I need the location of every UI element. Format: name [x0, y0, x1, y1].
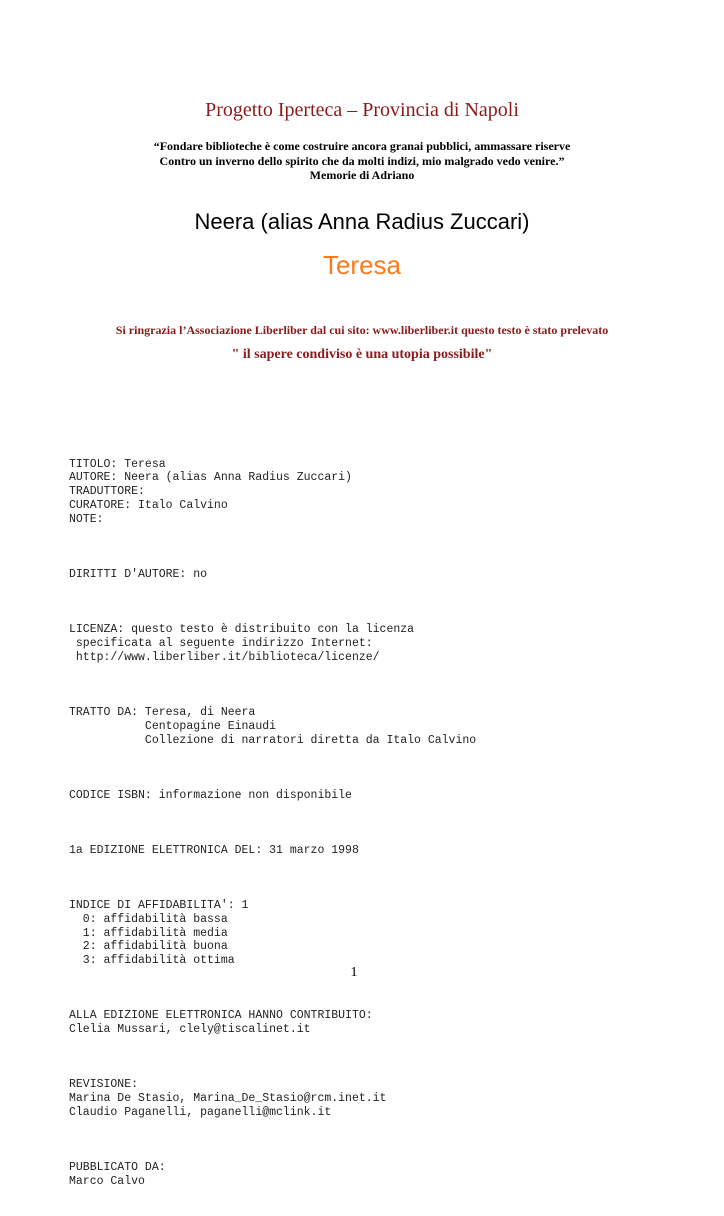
project-title: Progetto Iperteca – Provincia di Napoli: [205, 99, 519, 121]
metadata-block-reliability: INDICE DI AFFIDABILITA': 1 0: affidabilità bassa 1: affidabilità media 2: affidabilità buona 3: affidabilità ottima: [69, 899, 249, 968]
motto: " il sapere condiviso è una utopia possibile": [231, 347, 493, 362]
metadata-block-revision: REVISIONE: Marina De Stasio, Marina_De_Stasio@rcm.inet.it Claudio Paganelli, paganelli@mclink.it: [69, 1078, 387, 1120]
metadata-block-publisher: PUBBLICATO DA: Marco Calvo: [69, 1161, 166, 1189]
metadata-block-rights: DIRITTI D'AUTORE: no: [69, 567, 208, 581]
quote-line: “Fondare biblioteche è come costruire ancora granai pubblici, ammassare riserve: [153, 139, 571, 153]
metadata-section: [69, 430, 476, 1216]
metadata-block-license: LICENZA: questo testo è distribuito con la licenza specificata al seguente indirizzo Internet: http://www.liberliber.it/biblioteca/licenze/: [69, 623, 415, 664]
metadata-block-contributors: ALLA EDIZIONE ELETTRONICA HANNO CONTRIBUITO: Clelia Mussari, clely@tiscalinet.it: [69, 1009, 373, 1037]
metadata-block-isbn: CODICE ISBN: informazione non disponibile: [69, 788, 352, 802]
quote-block: [0, 139, 724, 183]
metadata-block-edition: 1a EDIZIONE ELETTRONICA DEL: 31 marzo 1998: [69, 843, 359, 857]
thanks-note: Si ringrazia l’Associazione Liberliber dal cui sito: www.liberliber.it questo testo è stato prelevato: [115, 323, 609, 337]
quote-line: Contro un inverno dello spirito che da molti indizi, mio malgrado vedo venire.”: [159, 153, 565, 168]
book-title: Teresa: [322, 250, 402, 280]
page-number: 1: [350, 965, 358, 980]
metadata-block-titles: TITOLO: Teresa AUTORE: Neera (alias Anna Radius Zuccari) TRADUTTORE: CURATORE: Italo Calvino NOTE:: [69, 457, 352, 526]
book-author: Neera (alias Anna Radius Zuccari): [194, 209, 530, 234]
metadata-block-source: TRATTO DA: Teresa, di Neera Centopagine Einaudi Collezione di narratori diretta da Italo Calvino: [69, 705, 477, 747]
quote-attribution: Memorie di Adriano: [309, 168, 415, 182]
